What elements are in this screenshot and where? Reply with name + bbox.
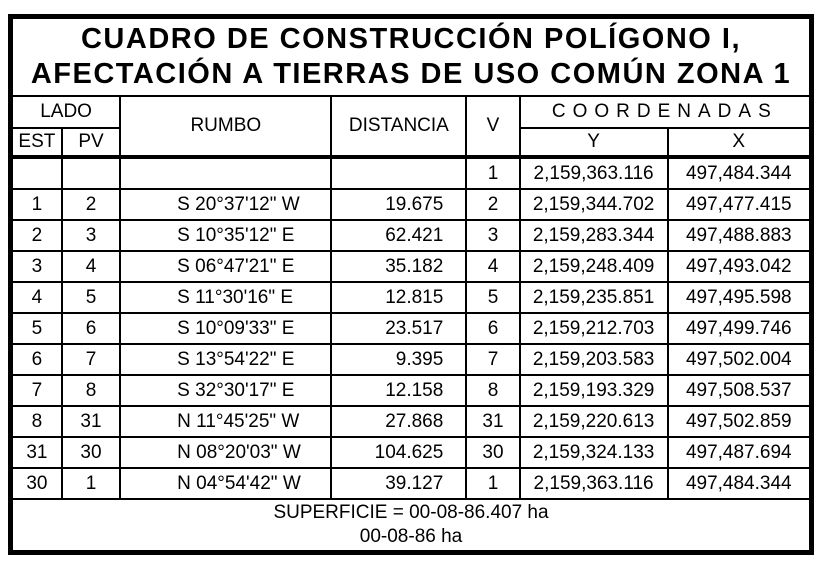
cell-y: 2,159,344.702 xyxy=(520,189,668,220)
cell-v: 3 xyxy=(466,220,519,251)
title-row xyxy=(11,17,812,97)
cell-pv: 8 xyxy=(62,375,120,406)
cell-distancia: 23.517 xyxy=(331,313,466,344)
cell-rumbo xyxy=(120,157,331,189)
cell-pv: 4 xyxy=(62,251,120,282)
table-row xyxy=(11,468,812,499)
cell-distancia xyxy=(331,157,466,189)
cell-x: 497,508.537 xyxy=(668,375,812,406)
cell-pv: 5 xyxy=(62,282,120,313)
footer-row xyxy=(11,499,812,553)
cell-pv xyxy=(62,157,120,189)
cell-distancia: 104.625 xyxy=(331,437,466,468)
table-row xyxy=(11,157,812,189)
cell-y: 2,159,248.409 xyxy=(520,251,668,282)
cell-distancia: 62.421 xyxy=(331,220,466,251)
cell-est: 5 xyxy=(11,313,62,344)
cell-v: 30 xyxy=(466,437,519,468)
cell-rumbo: S 13°54'22" E xyxy=(120,344,331,375)
col-header-distancia: DISTANCIA xyxy=(331,96,466,157)
cell-rumbo: S 06°47'21" E xyxy=(120,251,331,282)
cell-x: 497,484.344 xyxy=(668,468,812,499)
cell-rumbo: S 11°30'16" E xyxy=(120,282,331,313)
col-header-y: Y xyxy=(520,128,668,157)
cell-x: 497,499.746 xyxy=(668,313,812,344)
cell-y: 2,159,235.851 xyxy=(520,282,668,313)
cell-distancia: 9.395 xyxy=(331,344,466,375)
cell-pv: 30 xyxy=(62,437,120,468)
cell-est: 7 xyxy=(11,375,62,406)
cell-distancia: 27.868 xyxy=(331,406,466,437)
col-header-coordenadas: COORDENADAS xyxy=(520,96,812,128)
col-header-pv: PV xyxy=(62,128,120,157)
cell-v: 7 xyxy=(466,344,519,375)
table-row xyxy=(11,189,812,220)
cell-est: 3 xyxy=(11,251,62,282)
cell-distancia: 35.182 xyxy=(331,251,466,282)
cell-x: 497,502.004 xyxy=(668,344,812,375)
cell-est: 8 xyxy=(11,406,62,437)
table-row xyxy=(11,344,812,375)
cell-pv: 1 xyxy=(62,468,120,499)
cell-est xyxy=(11,157,62,189)
cell-y: 2,159,193.329 xyxy=(520,375,668,406)
cell-rumbo: S 20°37'12" W xyxy=(120,189,331,220)
cell-est: 1 xyxy=(11,189,62,220)
cell-x: 497,502.859 xyxy=(668,406,812,437)
cell-pv: 6 xyxy=(62,313,120,344)
col-header-x: X xyxy=(668,128,812,157)
cell-est: 31 xyxy=(11,437,62,468)
cell-v: 6 xyxy=(466,313,519,344)
table-row xyxy=(11,406,812,437)
col-header-lado: LADO xyxy=(11,96,121,128)
cell-est: 2 xyxy=(11,220,62,251)
cell-distancia: 39.127 xyxy=(331,468,466,499)
cell-distancia: 19.675 xyxy=(331,189,466,220)
cell-x: 497,495.598 xyxy=(668,282,812,313)
cell-rumbo: S 32°30'17" E xyxy=(120,375,331,406)
superficie-summary xyxy=(11,499,812,553)
header-row-top xyxy=(11,96,812,128)
cell-pv: 3 xyxy=(62,220,120,251)
cell-y: 2,159,363.116 xyxy=(520,468,668,499)
cell-rumbo: S 10°35'12" E xyxy=(120,220,331,251)
superficie-line-2: 00-08-86 ha xyxy=(359,526,463,547)
col-header-est: EST xyxy=(11,128,62,157)
table-title xyxy=(11,17,812,97)
cell-x: 497,477.415 xyxy=(668,189,812,220)
cell-y: 2,159,220.613 xyxy=(520,406,668,437)
cell-y: 2,159,363.116 xyxy=(520,157,668,189)
cell-pv: 31 xyxy=(62,406,120,437)
table-title-line-1: CUADRO DE CONSTRUCCIÓN POLÍGONO I, xyxy=(80,22,741,55)
cell-x: 497,493.042 xyxy=(668,251,812,282)
cell-v: 2 xyxy=(466,189,519,220)
cell-rumbo: N 08°20'03" W xyxy=(120,437,331,468)
table-row xyxy=(11,282,812,313)
superficie-line-1: SUPERFICIE = 00-08-86.407 ha xyxy=(273,502,549,524)
table-row xyxy=(11,220,812,251)
cell-rumbo: S 10°09'33" E xyxy=(120,313,331,344)
cell-est: 30 xyxy=(11,468,62,499)
col-header-rumbo: RUMBO xyxy=(120,96,331,157)
table-row xyxy=(11,313,812,344)
cell-v: 8 xyxy=(466,375,519,406)
cell-rumbo: N 04°54'42" W xyxy=(120,468,331,499)
cell-y: 2,159,212.703 xyxy=(520,313,668,344)
table-row xyxy=(11,437,812,468)
cell-y: 2,159,324.133 xyxy=(520,437,668,468)
cell-v: 1 xyxy=(466,468,519,499)
cell-x: 497,487.694 xyxy=(668,437,812,468)
cell-distancia: 12.158 xyxy=(331,375,466,406)
cell-est: 6 xyxy=(11,344,62,375)
col-header-v: V xyxy=(466,96,519,157)
cell-y: 2,159,283.344 xyxy=(520,220,668,251)
cell-v: 5 xyxy=(466,282,519,313)
construction-coordinates-table xyxy=(8,14,814,555)
cell-y: 2,159,203.583 xyxy=(520,344,668,375)
cell-est: 4 xyxy=(11,282,62,313)
table-title-line-2: AFECTACIÓN A TIERRAS DE USO COMÚN ZONA 1 xyxy=(30,58,792,90)
cell-pv: 7 xyxy=(62,344,120,375)
cell-x: 497,484.344 xyxy=(668,157,812,189)
cell-v: 4 xyxy=(466,251,519,282)
cell-v: 1 xyxy=(466,157,519,189)
table-row xyxy=(11,251,812,282)
cell-pv: 2 xyxy=(62,189,120,220)
cell-v: 31 xyxy=(466,406,519,437)
cell-x: 497,488.883 xyxy=(668,220,812,251)
cell-distancia: 12.815 xyxy=(331,282,466,313)
cell-rumbo: N 11°45'25" W xyxy=(120,406,331,437)
table-row xyxy=(11,375,812,406)
